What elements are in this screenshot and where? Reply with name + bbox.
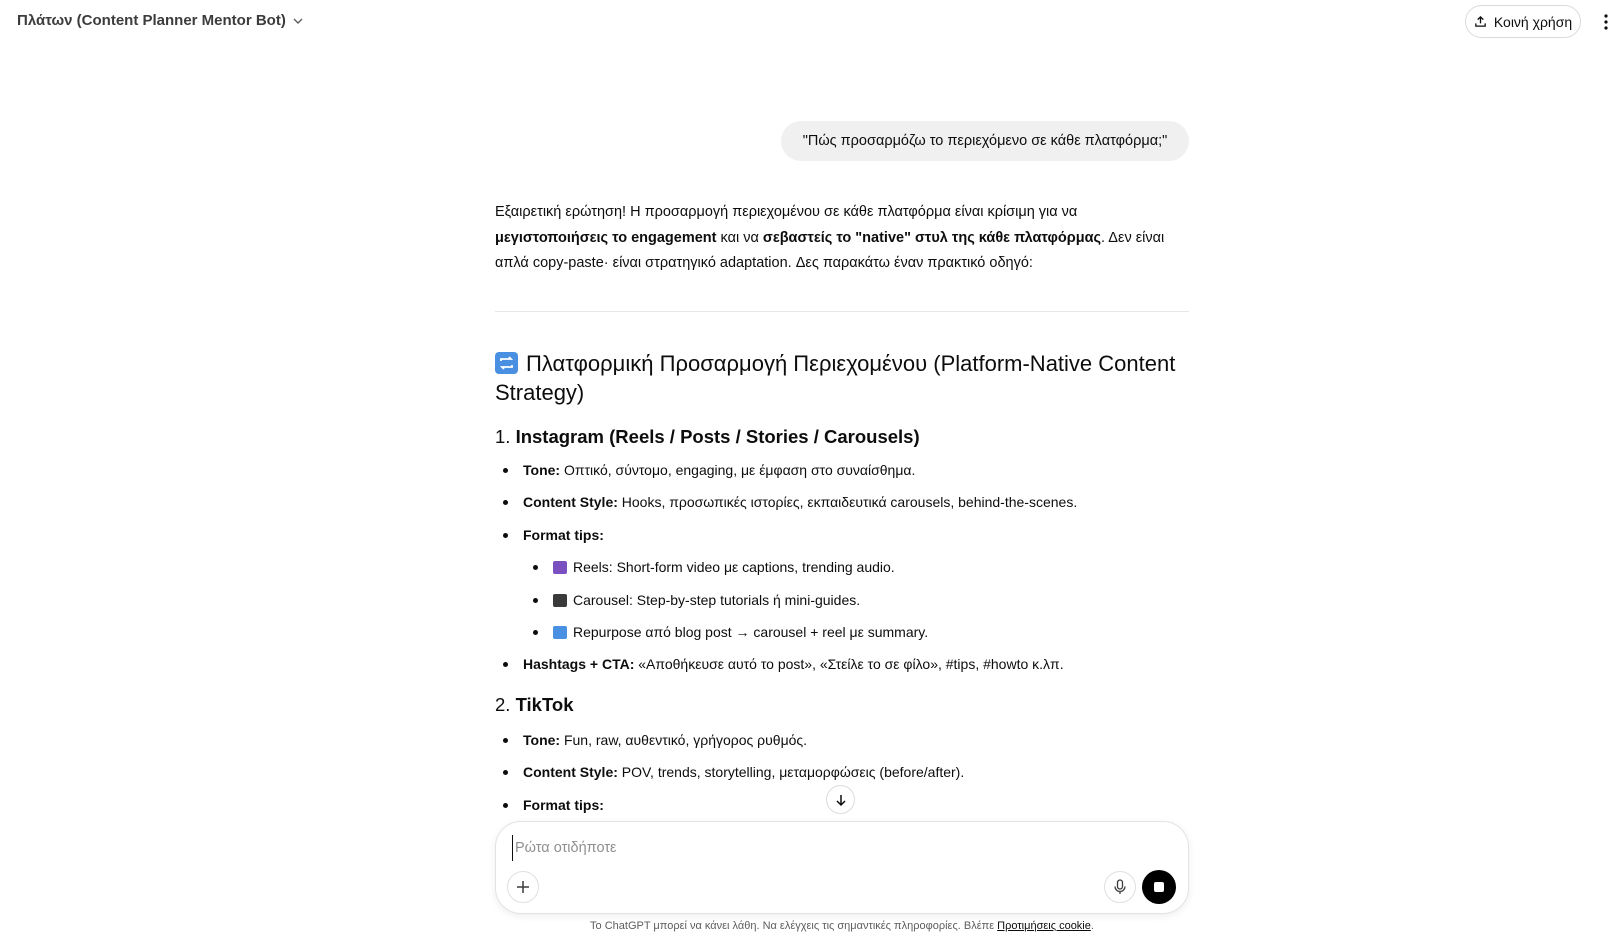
section-heading-tiktok — [495, 693, 574, 717]
list-item — [523, 525, 1203, 545]
section-heading-instagram — [495, 425, 920, 449]
repeat-icon — [495, 352, 518, 374]
section-number: 2. — [495, 694, 511, 715]
repeat-icon — [553, 626, 567, 639]
arrow-down-icon — [834, 793, 848, 807]
camera-icon — [553, 594, 567, 607]
section-title: TikTok — [515, 694, 574, 715]
list-item — [553, 622, 1233, 642]
intro-text-1: Εξαιρετική ερώτηση! Η προσαρμογή περιεχομένου σε κάθε πλατφόρμα είναι κρίσιμη για να — [495, 204, 1078, 220]
share-label: Κοινή χρήση — [1493, 13, 1573, 30]
more-vertical-icon — [1604, 14, 1608, 30]
bullet-text: Hooks, προσωπικές ιστορίες, εκπαιδευτικά carousels, behind-the-scenes. — [617, 494, 1078, 510]
section-number: 1. — [495, 426, 511, 447]
bullet-text: «Αποθήκευσε αυτό το post», «Στείλε το σε φίλο», #tips, #howto κ.λπ. — [634, 656, 1064, 672]
bullet-text: Οπτικό, σύντομο, engaging, με έμφαση στο συναίσθημα. — [560, 462, 916, 478]
bullet-label: Content Style: — [523, 764, 618, 780]
list-item — [553, 557, 1233, 577]
intro-bold-1: μεγιστοποιήσεις το engagement — [495, 229, 717, 246]
heading-text: Πλατφορμική Προσαρμογή Περιεχομένου (Platform-Native Content Strategy) — [495, 351, 1176, 405]
bullet-label: Format tips: — [523, 797, 604, 813]
composer — [495, 821, 1189, 914]
bullet-label: Hashtags + CTA: — [523, 656, 635, 672]
stop-icon — [1154, 882, 1164, 892]
disclaimer-text: Το ChatGPT μπορεί να κάνει λάθη. Να ελέγχεις τις σημαντικές πληροφορίες. Βλέπε — [590, 920, 998, 932]
list-item — [553, 590, 1233, 610]
chevron-down-icon — [292, 15, 304, 27]
bullet-text: Repurpose από blog post → carousel + reel με summary. — [573, 624, 929, 640]
voice-input-button[interactable] — [1104, 871, 1136, 903]
share-button[interactable] — [1465, 5, 1581, 38]
divider — [495, 311, 1189, 312]
list-item — [523, 762, 1203, 782]
bullet-text: Fun, raw, αυθεντικό, γρήγορος ρυθμός. — [560, 732, 808, 748]
user-message-bubble — [781, 121, 1189, 161]
message-input[interactable] — [512, 835, 1077, 861]
microphone-icon — [1113, 879, 1127, 895]
assistant-intro — [495, 200, 1189, 277]
bullet-label: Tone: — [523, 462, 561, 478]
list-item — [523, 492, 1203, 512]
more-options-button[interactable] — [1598, 10, 1614, 34]
scroll-to-bottom-button[interactable] — [826, 785, 855, 814]
list-item — [523, 460, 1203, 480]
list-item — [523, 795, 1203, 815]
cookie-preferences-link[interactable]: Προτιμήσεις cookie — [997, 920, 1091, 932]
video-camera-icon — [553, 561, 567, 574]
intro-bold-2: σεβαστείς το "native" στυλ της κάθε πλατφόρμας — [762, 229, 1102, 246]
response-heading — [495, 349, 1189, 407]
bullet-text: Carousel: Step-by-step tutorials ή mini-guides. — [573, 592, 861, 608]
stop-generating-button[interactable] — [1142, 870, 1176, 904]
bullet-label: Content Style: — [523, 494, 618, 510]
attach-button[interactable] — [507, 871, 539, 903]
list-item — [523, 654, 1203, 674]
top-bar — [0, 0, 1619, 44]
bullet-text: Reels: Short-form video με captions, trending audio. — [573, 559, 895, 575]
intro-text-3: . Δεν είναι απλά copy-paste· είναι στρατηγικό adaptation. Δες παρακάτω έναν πρακτικό οδηγό: — [495, 229, 1165, 271]
disclaimer-end: . — [1090, 920, 1094, 932]
list-item — [523, 730, 1203, 750]
model-selector[interactable] — [17, 12, 304, 29]
model-title: Πλάτων (Content Planner Mentor Bot) — [17, 12, 286, 29]
user-message-text: "Πώς προσαρμόζω το περιεχόμενο σε κάθε πλατφόρμα;" — [802, 133, 1168, 149]
bullet-label: Tone: — [523, 732, 561, 748]
upload-icon — [1474, 15, 1487, 28]
bullet-label: Format tips: — [523, 527, 604, 543]
plus-icon — [516, 880, 530, 894]
disclaimer-footer — [0, 920, 1619, 932]
section-title: Instagram (Reels / Posts / Stories / Carousels) — [515, 426, 920, 447]
bullet-text: POV, trends, storytelling, μεταμορφώσεις (before/after). — [617, 764, 965, 780]
intro-text-2: και να — [716, 229, 763, 246]
